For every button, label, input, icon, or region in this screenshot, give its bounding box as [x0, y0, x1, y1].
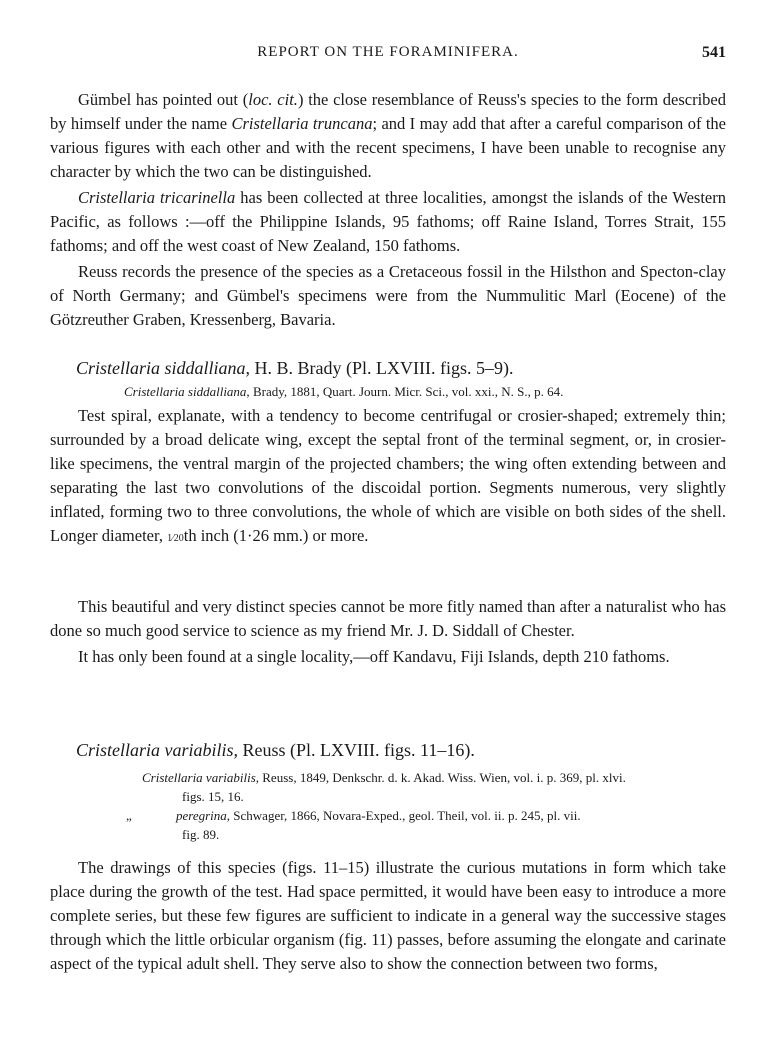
citation-continuation: fig. 89.	[182, 827, 220, 842]
paragraph-description	[50, 404, 726, 551]
text-run: has been collected at three localities, amongst the islands of the Western Pacific, as follows :—off the Philippine Islands, 95 fathoms; off Raine Island, Torres Strait, 155 fathoms; and off the west coast of New Zealand, 150 fathoms.	[50, 188, 726, 255]
page-number: 541	[702, 44, 726, 61]
species-section-variabilis	[50, 738, 726, 976]
heading-rest: Reuss (Pl. LXVIII. figs. 11–16).	[238, 740, 475, 760]
running-title: REPORT ON THE FORAMINIFERA.	[257, 44, 519, 60]
citation-text: Reuss, 1849, Denkschr. d. k. Akad. Wiss. Wien, vol. i. p. 369, pl. xlvi.	[259, 770, 626, 785]
italic-run: loc. cit.	[248, 90, 298, 109]
citation-synonym	[50, 806, 726, 844]
citation	[50, 382, 726, 401]
text-run: Test spiral, explanate, with a tendency to become centrifugal or crosier-shaped; extremely thin; surrounded by a broad delicate wing, except the septal front of the terminal segment, or, in crosier-like specimens, the ventral margin of the projected chambers; the wing often extending between and separating the last two convolutions of the discoidal portion. Segments numerous, very slightly inflated, forming two to three convolutions, the whole of which are visible on both sides of the shell. Longer diameter,	[50, 406, 726, 545]
paragraph-locality: It has only been found at a single locality,—off Kandavu, Fiji Islands, depth 210 fathoms.	[78, 647, 670, 666]
running-header	[50, 44, 726, 66]
paragraph-fossil-record: Reuss records the presence of the species as a Cretaceous fossil in the Hilsthon and Specton-clay of North Germany; and Gümbel's specimens were from the Nummulitic Marl (Eocene) of the Götzreuther Graben, Kressenberg, Bavaria.	[50, 262, 726, 329]
paragraph-localities	[50, 186, 726, 258]
species-name: Cristellaria siddalliana,	[76, 358, 251, 378]
fraction: 1⁄20	[167, 533, 184, 544]
species-heading	[50, 738, 726, 762]
text-run: ) the close resemblance of Reuss's species to the form described by himself under the name	[50, 90, 727, 133]
heading-rest: H. B. Brady (Pl. LXVIII. figs. 5–9).	[250, 358, 514, 378]
species-name: Cristellaria siddalliana,	[124, 384, 250, 399]
species-name: peregrina,	[176, 808, 231, 823]
paragraph-naming: This beautiful and very distinct species cannot be more fitly named than after a naturalist who has done so much good service to science as my friend Mr. J. D. Siddall of Chester.	[50, 597, 726, 640]
paragraph-mutations: The drawings of this species (figs. 11–15) illustrate the curious mutations in form which take place during the growth of the test. Had space permitted, it would have been easy to introduce a more complete series, but these few figures are sufficient to indicate in a general way the successive stages through which the little orbicular organism (fig. 11) passes, before assuming the elongate and carinate aspect of the typical adult shell. They serve also to show the connection between two forms,	[50, 858, 726, 973]
citation-continuation: figs. 15, 16.	[182, 789, 244, 804]
citation	[50, 768, 726, 806]
citation-text: Schwager, 1866, Novara-Exped., geol. Theil, vol. ii. p. 245, pl. vii.	[230, 808, 581, 823]
species-name: Cristellaria variabilis,	[142, 770, 260, 785]
paragraph-gumbel	[50, 88, 726, 184]
species-heading	[50, 356, 726, 380]
species-name: Cristellaria variabilis,	[76, 740, 239, 760]
intro-section	[50, 88, 726, 332]
text-run: th inch (1·26 mm.) or more.	[183, 526, 369, 545]
species-name: Cristellaria tricarinella	[78, 188, 236, 207]
citation-text: Brady, 1881, Quart. Journ. Micr. Sci., vol. xxi., N. S., p. 64.	[249, 384, 564, 399]
text-run: ; and I may add that after a careful comparison of the various figures with each other and with the recent specimens, I have been unable to recognise any character by which the two can be distinguished.	[50, 114, 726, 181]
text-run: Gümbel has pointed out (	[78, 90, 249, 109]
species-name: Cristellaria truncana	[231, 114, 373, 133]
ditto-mark: „	[126, 808, 132, 823]
species-section-siddalliana	[50, 356, 726, 551]
siddalliana-remarks	[50, 595, 726, 669]
